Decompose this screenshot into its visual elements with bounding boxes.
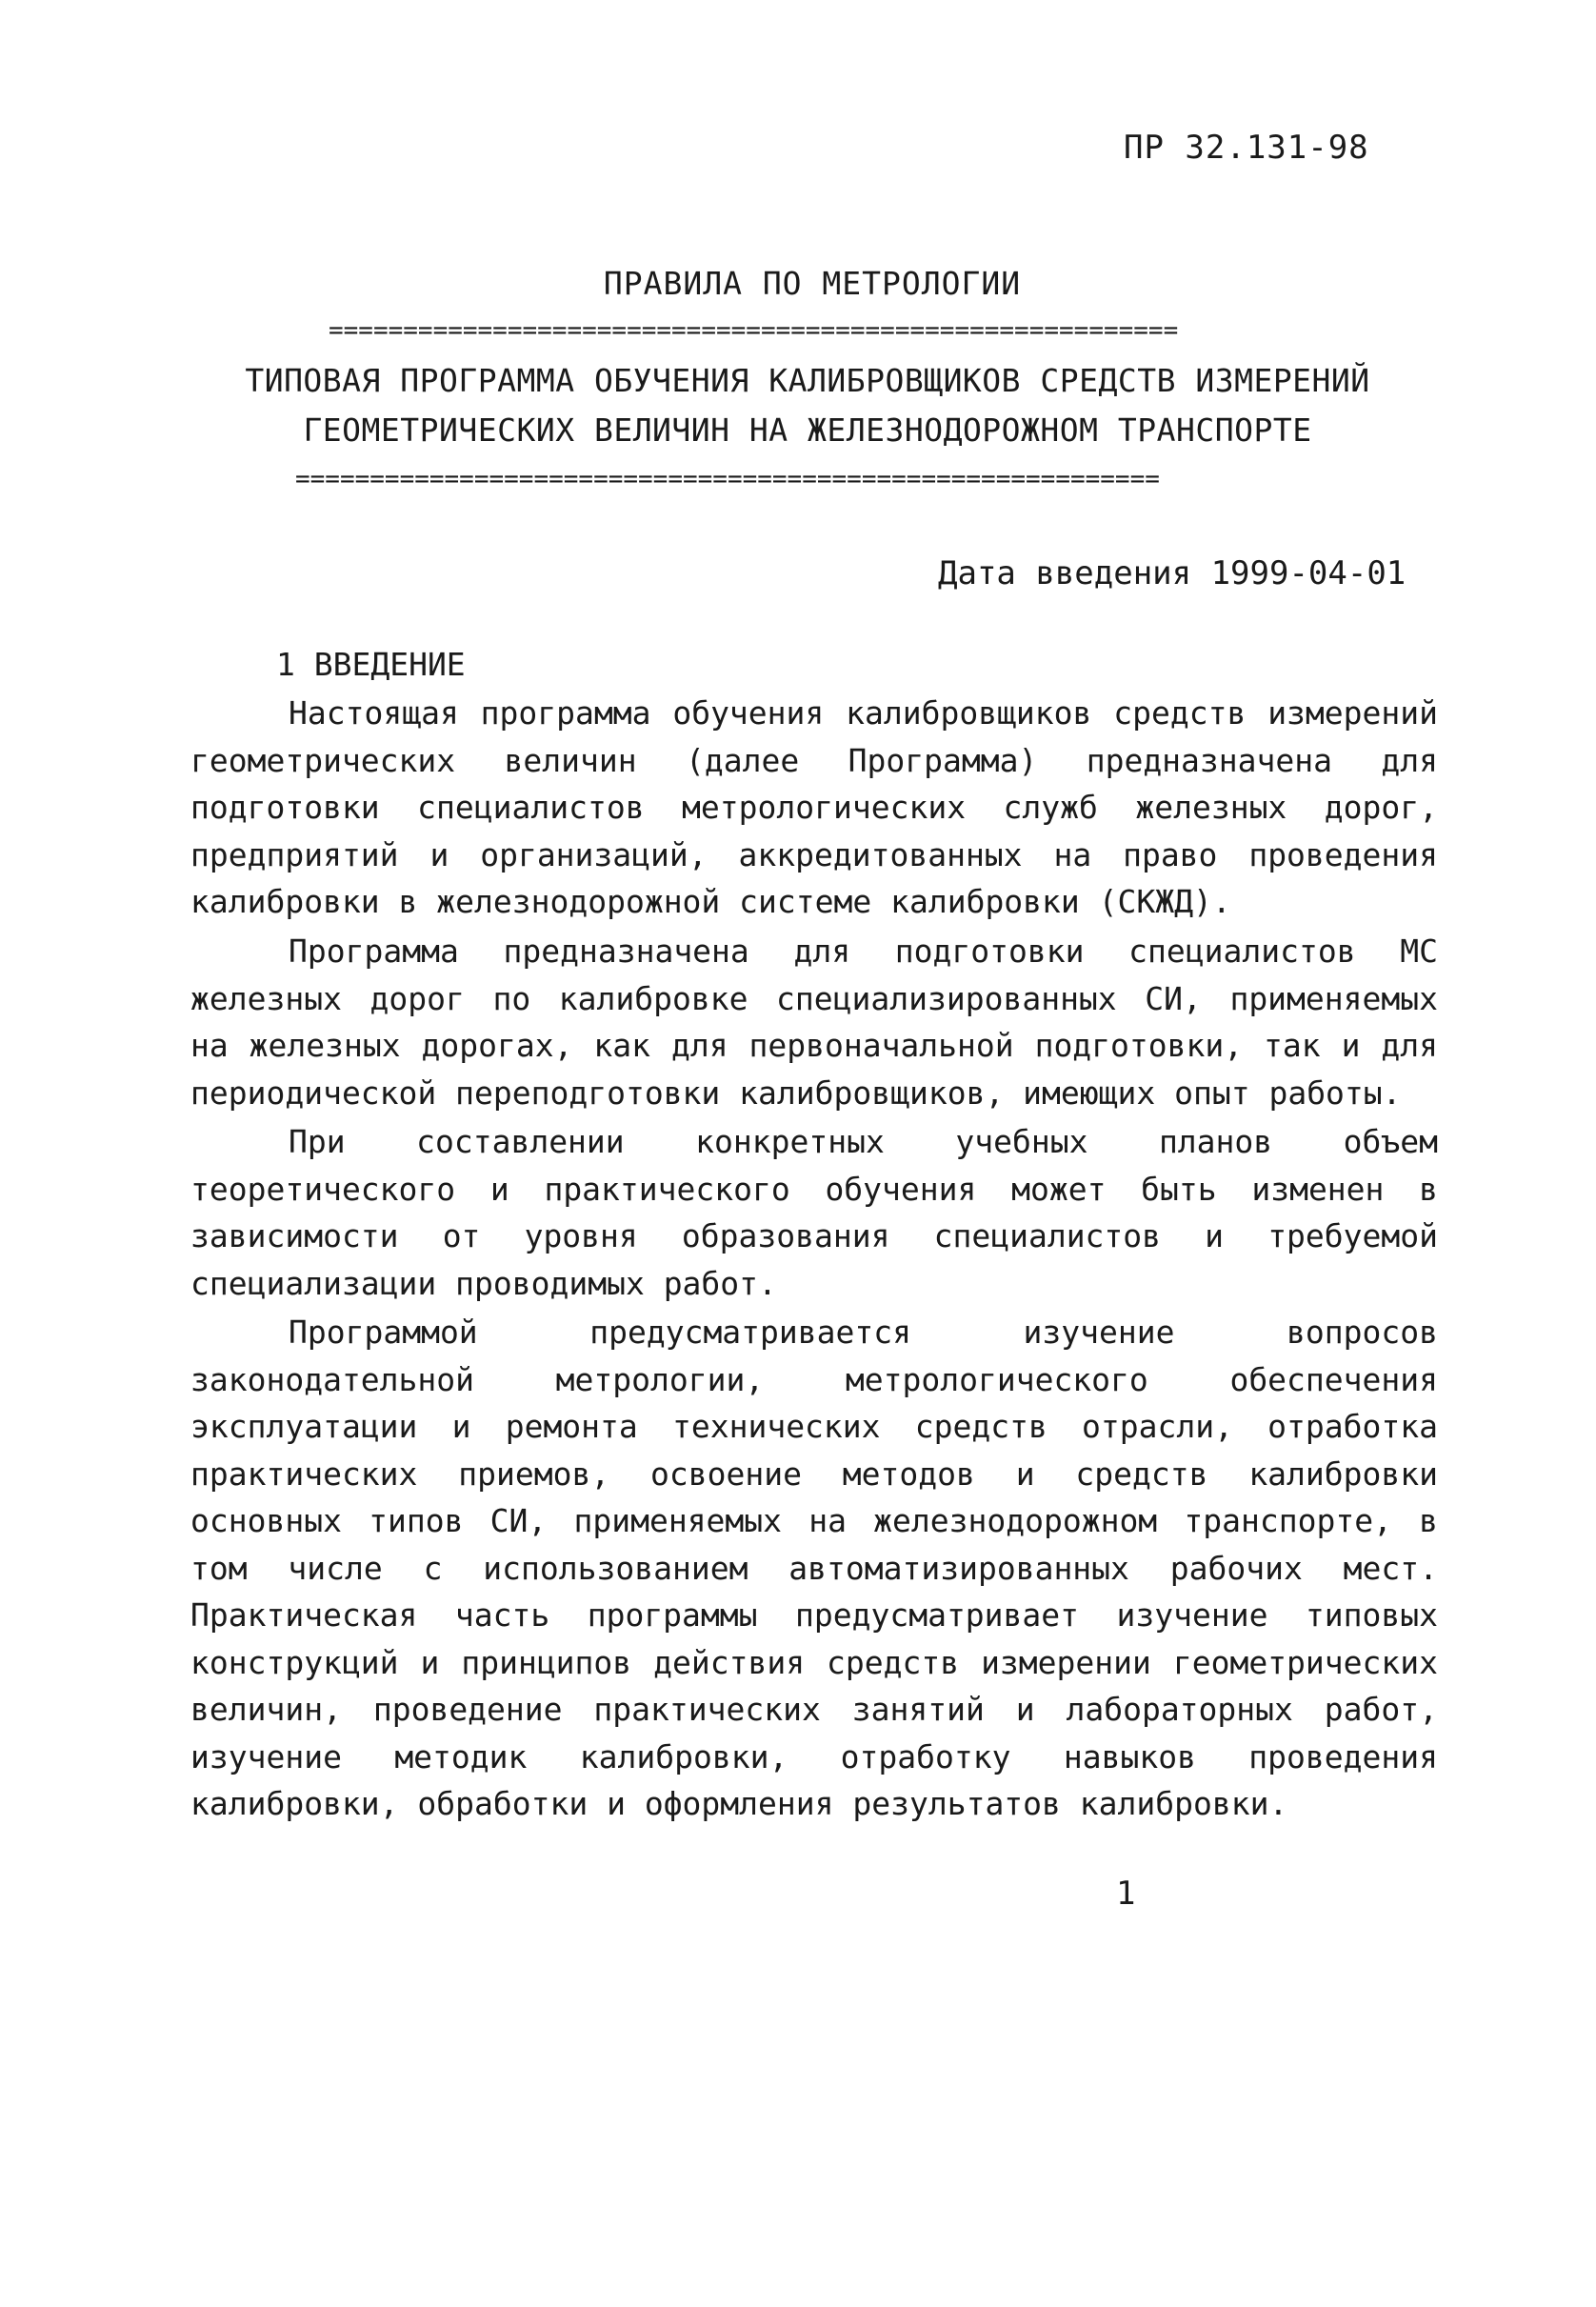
section-title: 1 ВВЕДЕНИЕ bbox=[276, 646, 466, 683]
paragraph bbox=[190, 1118, 1438, 1307]
paragraph bbox=[190, 928, 1438, 1116]
paragraph-text: Программой предусматривается изучение вопросов законодательной метрологии, метрологического обеспечения эксплуатации и ремонта технических средств отрасли, отработка практических приемов, освоение методов и средств калибровки основных типов СИ, применяемых на железнодорожном транспорте, в том числе с использованием автоматизированных рабочих мест. Практическая часть программы предусматривает изучение типовых конструкций и принципов действия средств измерении геометрических величин, проведение практических занятий и лабораторных работ, изучение методик калибровки, отработку навыков проведения калибровки, обработки и оформления результатов калибровки. bbox=[190, 1314, 1438, 1822]
paragraph-text: При составлении конкретных учебных планов объем теоретического и практического обучения может быть изменен в зависимости от уровня образования специалистов и требуемой специализации проводимых работ. bbox=[190, 1123, 1438, 1302]
title-rule-bottom: ========================================================== bbox=[295, 465, 1160, 493]
document-title-line-1: ТИПОВАЯ ПРОГРАММА ОБУЧЕНИЯ КАЛИБРОВЩИКОВ СРЕДСТВ ИЗМЕРЕНИЙ bbox=[245, 362, 1370, 399]
document-code: ПР 32.131-98 bbox=[1124, 129, 1369, 167]
document-title-line-2: ГЕОМЕТРИЧЕСКИХ ВЕЛИЧИН НА ЖЕЛЕЗНОДОРОЖНОМ ТРАНСПОРТЕ bbox=[303, 411, 1312, 449]
paragraph-text: Настоящая программа обучения калибровщиков средств измерений геометрических величин (далее Программа) предназначена для подготовки специалистов метрологических служб железных дорог, предприятий и организаций, аккредитованных на право проведения калибровки в железнодорожной системе калибровки (СКЖД). bbox=[190, 694, 1438, 920]
paragraph-text: Программа предназначена для подготовки специалистов МС железных дорог по калибровке специализированных СИ, применяемых на железных дорогах, как для первоначальной подготовки, так и для периодической переподготовки калибровщиков, имеющих опыт работы. bbox=[190, 933, 1438, 1112]
paragraph bbox=[190, 1309, 1438, 1828]
document-category: ПРАВИЛА ПО МЕТРОЛОГИИ bbox=[603, 265, 1022, 302]
page-number: 1 bbox=[1116, 1875, 1136, 1913]
title-rule-top: ========================================================= bbox=[329, 316, 1179, 345]
introduction-date: Дата введения 1999-04-01 bbox=[938, 554, 1406, 592]
paragraph bbox=[190, 690, 1438, 926]
